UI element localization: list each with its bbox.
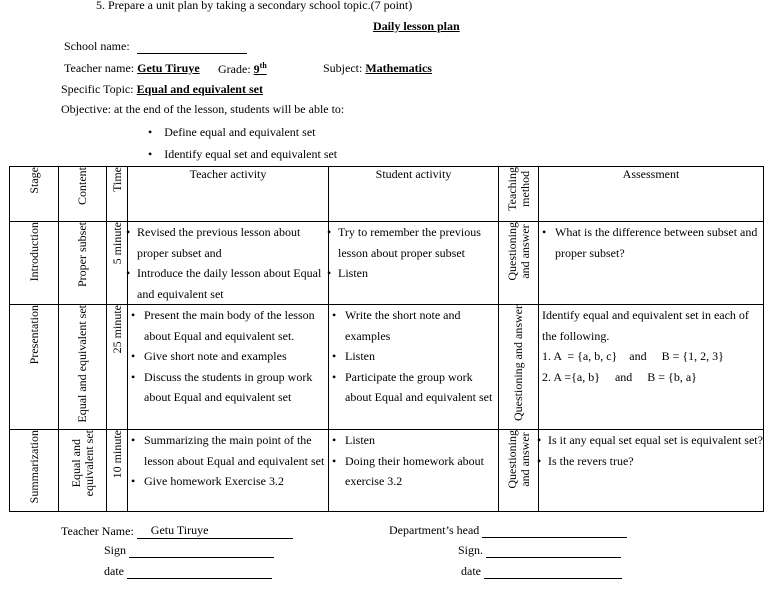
footer-head-date-label: date (461, 564, 481, 578)
objective-item: • Define equal and equivalent set (148, 121, 337, 143)
header-student-activity: Student activity (329, 167, 499, 222)
teacher-name-row (64, 61, 200, 76)
teacher-name-label: Teacher name: (64, 61, 135, 75)
header-stage: Stage (10, 167, 59, 222)
footer-teacher-label: Teacher Name: (61, 524, 134, 538)
teaching-method-cell: Questioning and answer (499, 222, 539, 305)
list-item: • Give short note and examples (128, 346, 328, 367)
list-item: • Listen (329, 430, 498, 451)
footer-date-blank (127, 578, 272, 579)
teacher-activity-cell (128, 222, 329, 305)
subject-label: Subject: (323, 61, 363, 75)
assessment-cell (539, 430, 764, 512)
table-row-summarization (10, 430, 764, 512)
list-item: • Try to remember the previous lesson about proper subset (329, 222, 498, 263)
list-item: • Listen (329, 263, 498, 284)
teacher-activity-cell (128, 305, 329, 430)
time-cell: 5 minute (107, 222, 128, 305)
footer-head-sign-row (458, 543, 621, 558)
school-name-row (64, 39, 247, 54)
content-cell: Proper subset (59, 222, 107, 305)
stage-cell: Presentation (10, 305, 59, 430)
list-item: • Introduce the daily lesson about Equal and equivalent set (128, 263, 328, 304)
objective-list (148, 121, 337, 165)
list-item: • Revised the previous lesson about proper subset and (128, 222, 328, 263)
footer-date-row (104, 564, 272, 579)
list-item: • Summarizing the main point of the lesson about Equal and equivalent set (128, 430, 328, 471)
list-item: • What is the difference between subset and proper subset? (539, 222, 763, 263)
header-content: Content (59, 167, 107, 222)
footer-head-blank (482, 537, 627, 538)
teaching-method-cell: Questioning and answer (499, 305, 539, 430)
objective-text: Objective: at the end of the lesson, students will be able to: (61, 102, 345, 116)
list-item: • Is the revers true? (539, 451, 763, 472)
footer-date-label: date (104, 564, 124, 578)
footer-sign-blank (129, 557, 274, 558)
list-item: • Listen (329, 346, 498, 367)
assessment-cell (539, 305, 764, 430)
list-item: • Discuss the students in group work about Equal and equivalent set (128, 367, 328, 408)
header-time: Time (107, 167, 128, 222)
footer-head-sign-label: Sign. (458, 543, 484, 557)
assessment-intro: Identify equal and equivalent set in each of the following. (542, 308, 749, 343)
assessment-cell (539, 222, 764, 305)
list-item: • Write the short note and examples (329, 305, 498, 346)
footer-sign-row (104, 543, 274, 558)
grade-label: Grade: (218, 62, 251, 76)
question-text: 5. Prepare a unit plan by taking a secondary school topic.(7 point) (96, 0, 413, 12)
table-row-introduction (10, 222, 764, 305)
time-cell: 10 minute (107, 430, 128, 512)
header-teaching-method: Teaching method (499, 167, 539, 222)
table-header-row (10, 167, 764, 222)
subject-value: Mathematics (365, 61, 432, 75)
list-item: • Give homework Exercise 3.2 (128, 471, 328, 492)
assessment-item: 1. A = {a, b, c} and B = {1, 2, 3} (542, 349, 724, 363)
footer-head-date-blank (484, 578, 622, 579)
stage-cell: Summarization (10, 430, 59, 512)
topic-label: Specific Topic: (61, 82, 134, 96)
student-activity-cell (329, 222, 499, 305)
footer-sign-label: Sign (104, 543, 127, 557)
subject-row (323, 61, 432, 76)
footer-teacher-row (61, 523, 293, 539)
page-title: Daily lesson plan (373, 19, 460, 33)
content-cell: Equal and equivalent set (59, 430, 107, 512)
footer-head-label: Department’s head (389, 523, 480, 537)
content-cell: Equal and equivalent set (59, 305, 107, 430)
time-cell: 25 minute (107, 305, 128, 430)
objective-item: • Identify equal set and equivalent set (148, 143, 337, 165)
grade-row (218, 61, 267, 77)
footer-teacher-name: Getu Tiruye (137, 523, 293, 539)
header-assessment: Assessment (539, 167, 764, 222)
list-item: • Doing their homework about exercise 3.2 (329, 451, 498, 492)
teaching-method-cell: Questioning and answer (499, 430, 539, 512)
lesson-plan-table (9, 166, 764, 512)
student-activity-cell (329, 430, 499, 512)
grade-value: 9th (253, 61, 267, 76)
header-teacher-activity: Teacher activity (128, 167, 329, 222)
school-name-label: School name: (64, 39, 130, 53)
student-activity-cell (329, 305, 499, 430)
footer-head-sign-blank (486, 557, 621, 558)
footer-head-date-row (461, 564, 622, 579)
teacher-name-value: Getu Tiruye (137, 61, 200, 75)
assessment-item: 2. A ={a, b} and B = {b, a} (542, 369, 697, 384)
topic-row (61, 82, 263, 97)
list-item: • Present the main body of the lesson about Equal and equivalent set. (128, 305, 328, 346)
footer-head-row (389, 523, 627, 538)
table-row-presentation (10, 305, 764, 430)
stage-cell: Introduction (10, 222, 59, 305)
teacher-activity-cell (128, 430, 329, 512)
list-item: • Participate the group work about Equal and equivalent set (329, 367, 498, 408)
topic-value: Equal and equivalent set (136, 82, 263, 96)
school-name-blank (137, 53, 247, 54)
list-item: • Is it any equal set equal set is equivalent set? (539, 430, 763, 451)
